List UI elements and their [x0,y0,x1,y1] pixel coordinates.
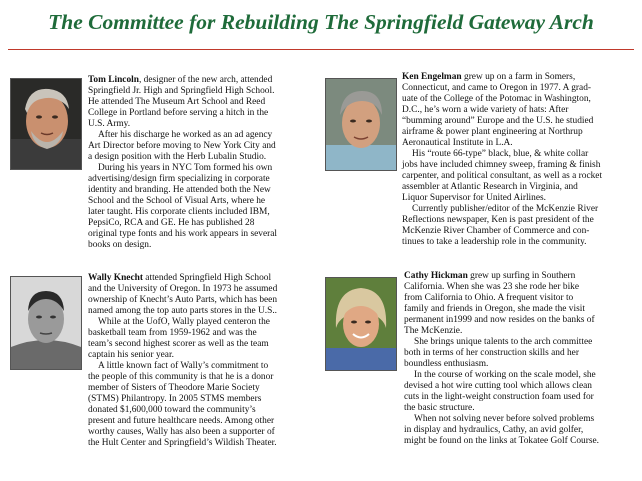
photo-tom-lincoln [10,78,82,170]
page-title: The Committee for Rebuilding The Springfield Gateway Arch [48,10,594,34]
bio-tom-lincoln: Tom Lincoln, designer of the new arch, attended Springfield Jr. High and Springfield High School. He attended The Museum Art School and Reed College in Portland before serving a hitch in the U.S. Army. After his discharge he worked as an ad agency Art Director before moving to New York City and a design position with the Herb Lubalin Studio. During his years in NYC Tom formed his own advertising/design firm specializing in corporate identity and branding. He attended both the New School and the School of Visual Arts, where he later taught. His corporate clients included IBM, PepsiCo, RCA and GE. He has published 28 original type fonts and his work appears in several books on design. [88,75,278,250]
member-name: Wally Knecht [88,273,143,283]
bio-ken-engelman: Ken Engelman grew up on a farm in Somers, Connecticut, and came to Oregon in 1977. A grad- uate of the College of the Potomac in Washington, D.C., he’s worn a wide variety of hats: After “bumming around” Europe and the U.S. he studied airframe & power plant engineering at Northrup Aeronautical Institute in L.A. His “route 66-type” black, blue, & white collar jobs have included chimney sweep, framing & finish carpenter, and political consultant, as well as a rocket assembler at Atlantic Research in Virginia, and Liquor Supervisor for United Airlines. Currently publisher/editor of the McKenzie River Reflections newspaper, Ken is past president of the McKenzie River Chamber of Commerce and con- tinues to take a leadership role in the community. [402,72,603,247]
member-name: Cathy Hickman [404,271,468,281]
photo-wally-knecht [10,276,82,370]
member-name: Ken Engelman [402,72,462,82]
bio-cathy-hickman: Cathy Hickman grew up surfing in Southern California. When she was 23 she rode her bike from California to Ohio. A frequent visitor to family and friends in Oregon, she made the visit permanent in1999 and now resides on the banks of The McKenzie. She brings unique talents to the arch committee both in terms of her construction skills and her boundless enthusiasm. In the course of working on the scale model, she devised a hot wire cutting tool which allows clean cuts in the light-weight construction foam used for the basic structure. When not solving never before solved problems in display and hydraulics, Cathy, an avid golfer, might be found on the links at Tokatee Golf Course. [404,271,599,446]
bio-wally-knecht: Wally Knecht attended Springfield High School and the University of Oregon. In 1973 he assumed ownership of Knecht’s Auto Parts, which has been named among the top auto parts stores in the U.S.. While at the UofO, Wally played centeron the basketball team from 1959-1962 and was the team’s second highest scorer as well as the team captain his senior year. A little known fact of Wally’s commitment to the people of this community is that he is a donor member of Sisters of Theodore Marie Society (STMS) Philantropy. In 2005 STMS members donated $1,600,000 toward the community’s present and future healthcare needs. Among other worthy causes, Wally has also been a supporter of the Hult Center and Springfield’s Wildish Theater. [88,273,278,448]
member-name: Tom Lincoln [88,75,139,85]
photo-ken-engelman [325,78,397,171]
title-divider [8,49,634,50]
photo-cathy-hickman [325,277,397,371]
